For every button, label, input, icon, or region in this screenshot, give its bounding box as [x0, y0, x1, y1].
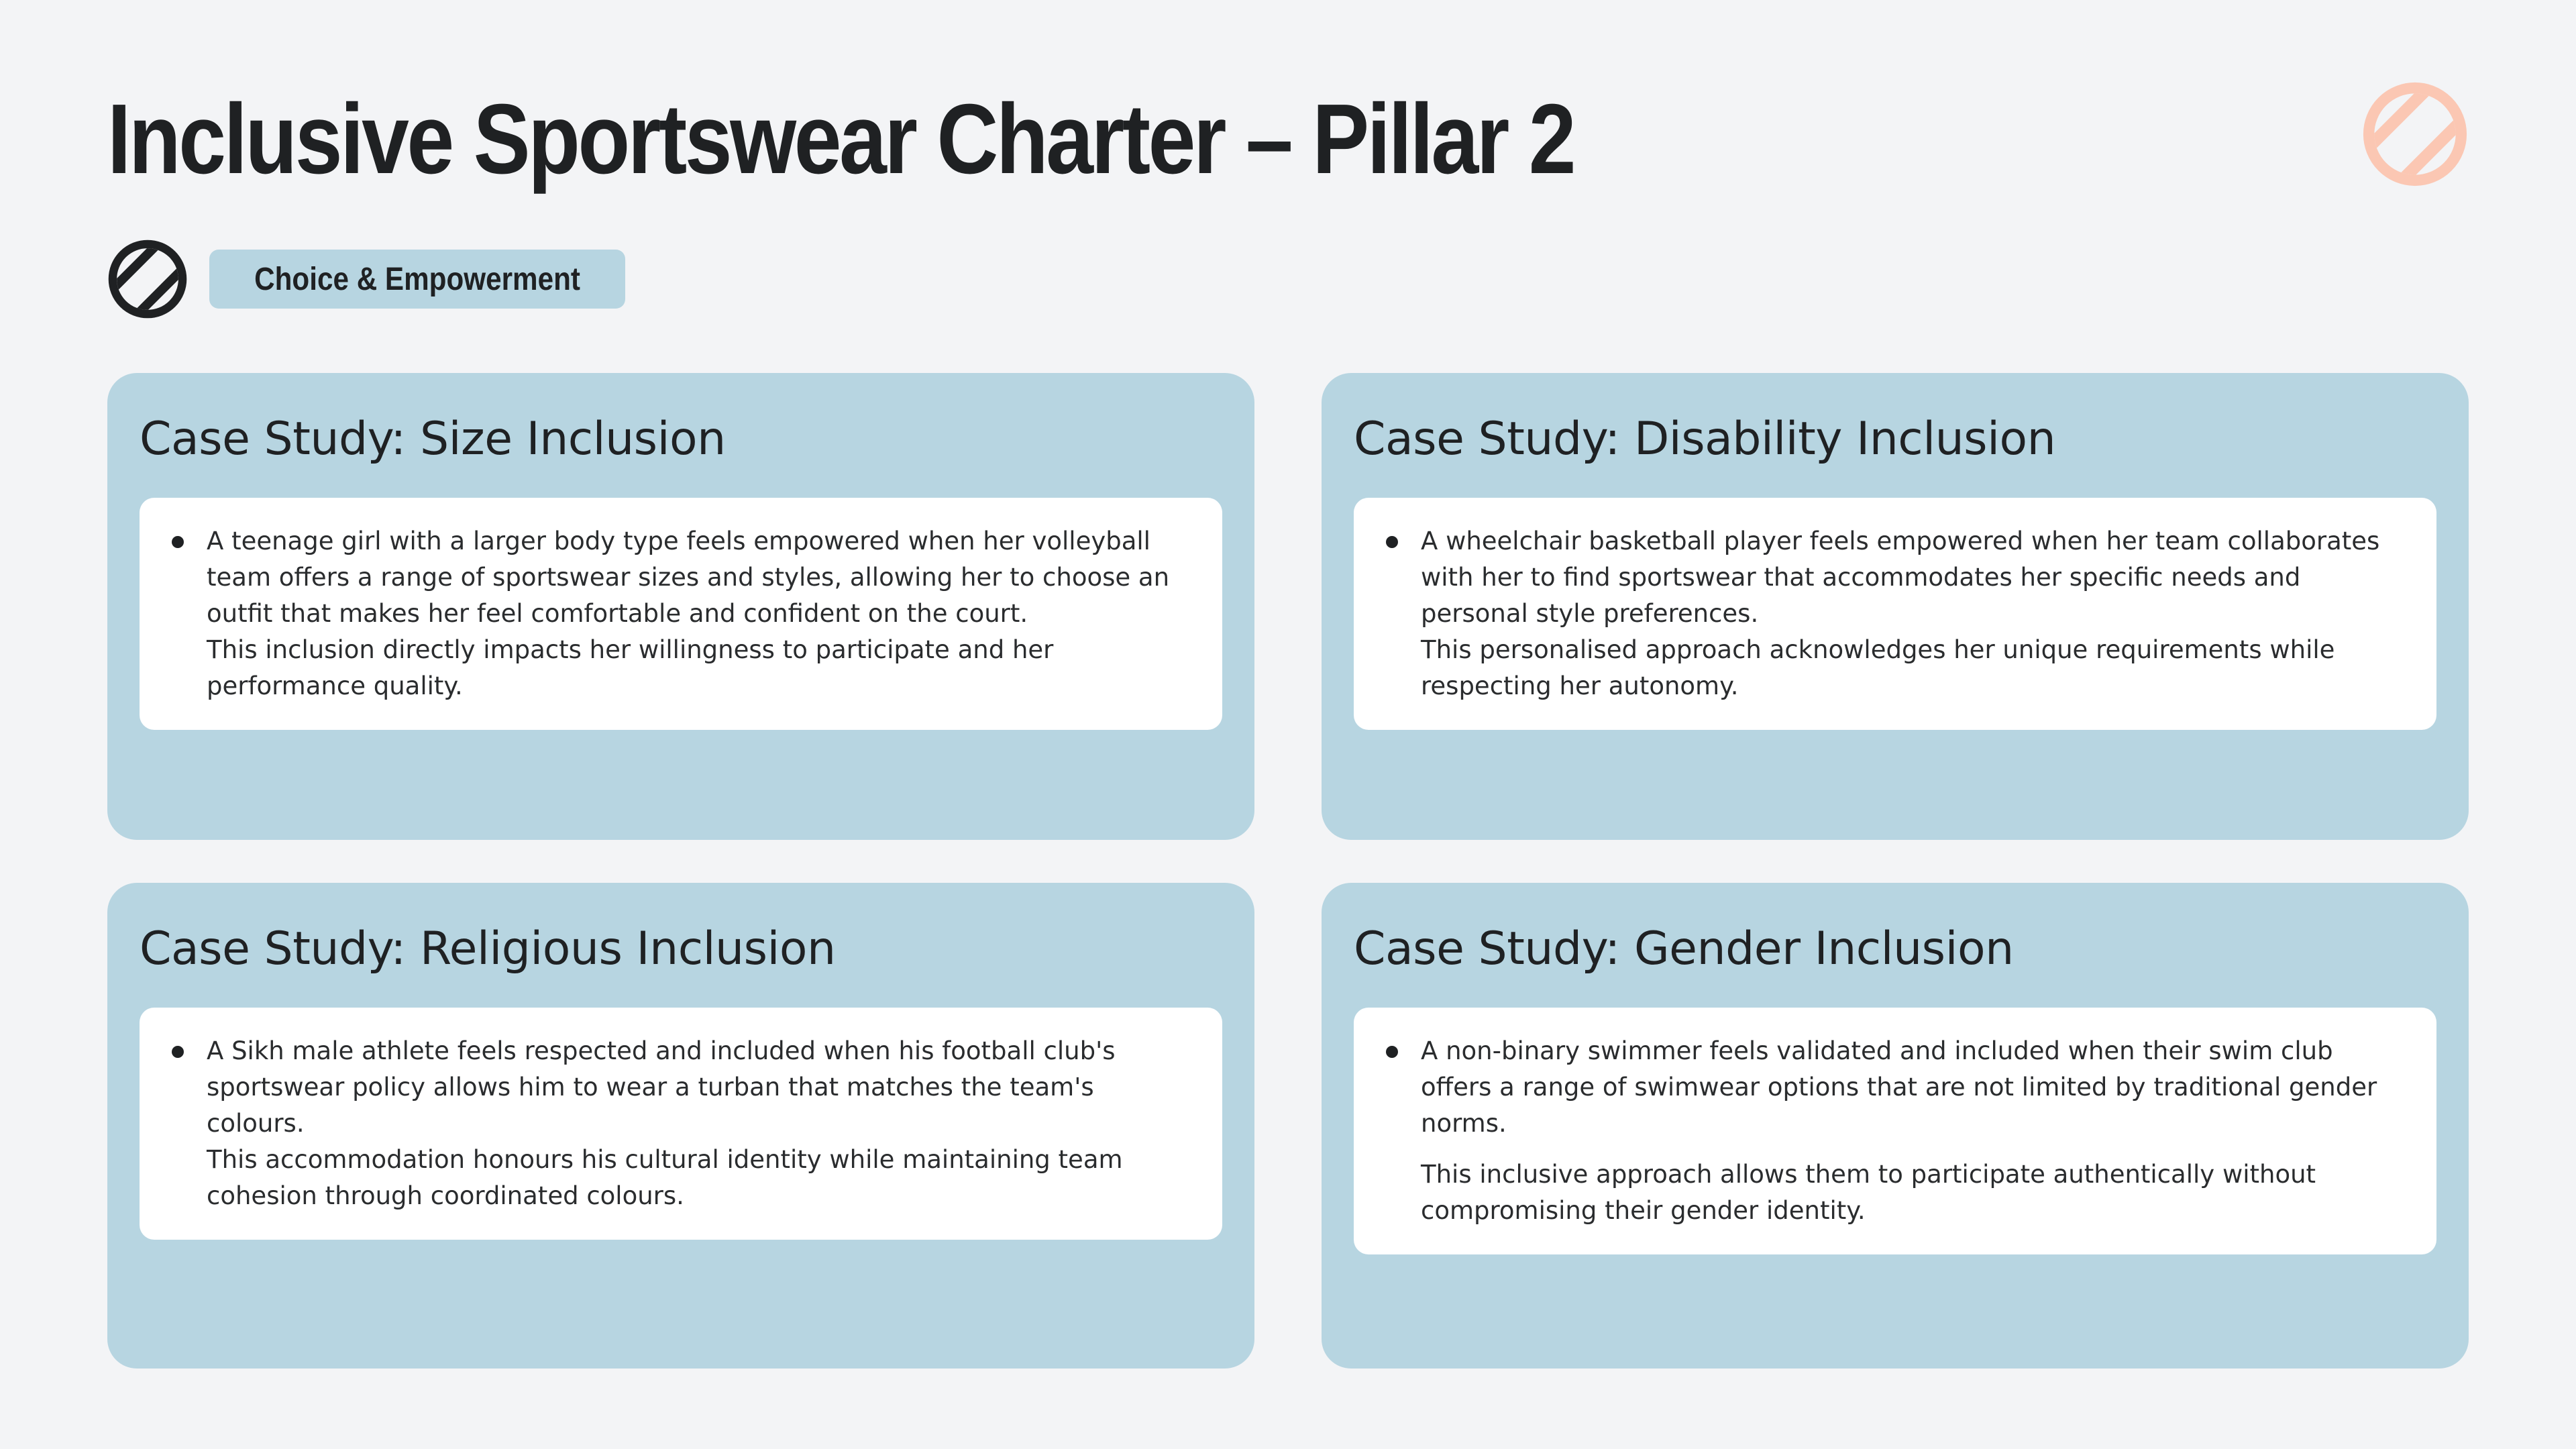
case-study-list [207, 1033, 1195, 1214]
case-study-title: Case Study: Size Inclusion [140, 413, 726, 466]
case-study-list [1421, 523, 2410, 704]
striped-circle-icon [106, 237, 189, 321]
page-title: Inclusive Sportswear Charter – Pillar 2 [107, 84, 1574, 195]
case-study-bullet [1421, 523, 2410, 704]
case-study-bullet-text: A teenage girl with a larger body type feels empowered when her volleyball team offers a range of sportswear sizes and styles, allowing her to choose an outfit that makes her feel comfortable and confident on the court. [207, 527, 1170, 628]
pillar-tag [209, 250, 625, 309]
case-study-followup-text: This accommodation honours his cultural identity while maintaining team cohesion through coordinated colours. [207, 1145, 1123, 1210]
case-study-card-size [107, 373, 1254, 840]
striped-circle-logo-icon [2360, 79, 2470, 189]
case-study-followup-text: This personalised approach acknowledges her unique requirements while respecting her autonomy. [1421, 635, 2335, 700]
case-study-title: Case Study: Religious Inclusion [140, 922, 836, 975]
case-study-bullet [207, 523, 1195, 704]
case-study-bullet [207, 1033, 1195, 1214]
case-study-panel [140, 1008, 1222, 1240]
case-study-panel [1354, 1008, 2436, 1254]
case-study-title: Case Study: Disability Inclusion [1354, 413, 2056, 466]
case-study-followup-text: This inclusive approach allows them to participate authentically without compromising their gender identity. [1421, 1160, 2316, 1225]
case-study-title: Case Study: Gender Inclusion [1354, 922, 2014, 975]
case-study-card-disability [1322, 373, 2469, 840]
case-study-followup-text: This inclusion directly impacts her willingness to participate and her performance quality. [207, 635, 1054, 700]
case-study-bullet-text: A non-binary swimmer feels validated and included when their swim club offers a range of swimwear options that are not limited by traditional gender norms. [1421, 1036, 2377, 1138]
case-study-list [1421, 1033, 2410, 1229]
case-study-bullet-text: A Sikh male athlete feels respected and included when his football club's sportswear policy allows him to wear a turban that matches the team's colours. [207, 1036, 1116, 1138]
case-study-bullet-text: A wheelchair basketball player feels empowered when her team collaborates with her to find sportswear that accommodates her specific needs and personal style preferences. [1421, 527, 2380, 628]
case-study-bullet [1421, 1033, 2410, 1229]
case-study-panel [140, 498, 1222, 730]
pillar-tag-label: Choice & Empowerment [254, 261, 580, 297]
case-study-panel [1354, 498, 2436, 730]
case-study-card-gender [1322, 883, 2469, 1368]
case-study-card-religious [107, 883, 1254, 1368]
case-study-list [207, 523, 1195, 704]
